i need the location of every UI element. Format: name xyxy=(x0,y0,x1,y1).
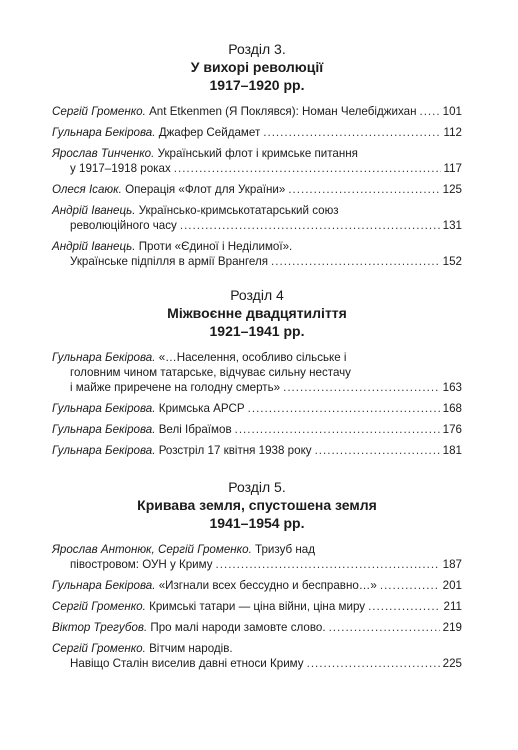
chapter-years: 1917–1920 рр. xyxy=(209,77,305,93)
page-number: 219 xyxy=(442,621,462,634)
dot-leader xyxy=(315,443,440,458)
entry-title: «…Населення, особливо сільське і xyxy=(158,351,347,364)
entry-title: Вітчим народів. xyxy=(149,642,233,655)
dot-leader xyxy=(174,161,441,176)
toc-entry[interactable] xyxy=(52,350,462,395)
toc-list xyxy=(52,350,462,458)
toc-entry[interactable] xyxy=(52,146,462,176)
entry-title-cont: півостровом: ОУН у Криму xyxy=(70,558,213,571)
entry-author: Андрій Іванець. xyxy=(52,240,136,253)
entry-author: Гульнара Бекірова. xyxy=(52,351,156,364)
dot-leader xyxy=(288,182,439,197)
page-number: 187 xyxy=(442,558,462,571)
toc-entry[interactable] xyxy=(52,203,462,233)
entry-title: «Изгнали всех бессудно и бесправно…» xyxy=(158,579,377,592)
chapter-years: 1921–1941 рр. xyxy=(209,323,305,339)
entry-author: Гульнара Бекірова. xyxy=(52,579,156,592)
toc-entry[interactable] xyxy=(52,620,462,635)
section-heading xyxy=(52,40,462,94)
section-5 xyxy=(52,478,462,677)
toc-entry[interactable] xyxy=(52,422,462,437)
toc-entry[interactable] xyxy=(52,443,462,458)
dot-leader xyxy=(235,422,440,437)
page-number: 152 xyxy=(442,255,462,268)
page-number: 201 xyxy=(442,579,462,592)
entry-author: Олеся Ісаюк. xyxy=(52,183,122,196)
page-number: 163 xyxy=(442,381,462,394)
page-number: 131 xyxy=(442,219,462,232)
dot-leader xyxy=(180,218,440,233)
page-number: 101 xyxy=(442,105,462,118)
page-number: 117 xyxy=(443,162,462,175)
entry-title: Операція «Флот для України» xyxy=(125,183,286,196)
dot-leader xyxy=(307,656,440,671)
entry-title-cont: і майже приречене на голодну смерть» xyxy=(70,381,281,394)
chapter-title: У вихорі революції xyxy=(190,59,324,75)
entry-title: Українсько-кримськотатарський союз xyxy=(138,204,339,217)
entry-author: Ярослав Тинченко. xyxy=(52,147,155,160)
dot-leader xyxy=(283,380,440,395)
entry-author: Віктор Трегубов. xyxy=(52,621,148,634)
entry-title: Джафер Сейдамет xyxy=(158,126,261,139)
chapter-number: Розділ 3. xyxy=(228,41,286,57)
entry-title: Тризуб над xyxy=(255,543,315,556)
entry-title: Український флот і кримське питання xyxy=(157,147,358,160)
entry-title-cont: революційного часу xyxy=(70,219,177,232)
page-number: 112 xyxy=(443,126,462,139)
dot-leader xyxy=(216,557,440,572)
toc-entry[interactable] xyxy=(52,182,462,197)
entry-author: Гульнара Бекірова. xyxy=(52,423,156,436)
dot-leader xyxy=(329,620,440,635)
toc-entry[interactable] xyxy=(52,641,462,671)
chapter-number: Розділ 4 xyxy=(230,287,284,303)
toc-entry[interactable] xyxy=(52,401,462,416)
page-number: 125 xyxy=(442,183,462,196)
entry-title-cont: головним чином татарське, відчуває сильну нестачу xyxy=(70,366,351,379)
entry-author: Гульнара Бекірова. xyxy=(52,126,156,139)
entry-title: Розстріл 17 квітня 1938 року xyxy=(158,444,312,457)
toc-entry[interactable] xyxy=(52,542,462,572)
toc-list xyxy=(52,542,462,671)
entry-title: Ant Etkenmen (Я Поклявся): Номан Челебіджихан xyxy=(149,105,417,118)
toc-entry[interactable] xyxy=(52,239,462,269)
dot-leader xyxy=(263,125,440,140)
toc-entry[interactable] xyxy=(52,599,462,614)
entry-title-cont: Навіщо Сталін виселив давні етноси Криму xyxy=(70,657,304,670)
page-number: 168 xyxy=(442,402,462,415)
chapter-number: Розділ 5. xyxy=(228,479,286,495)
entry-title: Проти «Єдиної і Неділимої». xyxy=(138,240,293,253)
toc-list xyxy=(52,104,462,269)
toc-entry[interactable] xyxy=(52,104,462,119)
page-number: 225 xyxy=(442,657,462,670)
section-4 xyxy=(52,286,462,464)
entry-author: Ярослав Антонюк, Сергій Громенко. xyxy=(52,543,252,556)
chapter-title: Міжвоєнне двадцятиліття xyxy=(167,305,347,321)
entry-author: Сергій Громенко. xyxy=(52,600,146,613)
entry-author: Сергій Громенко. xyxy=(52,105,146,118)
entry-author: Андрій Іванець. xyxy=(52,204,136,217)
chapter-title: Кривава земля, спустошена земля xyxy=(137,497,377,513)
entry-title: Про малі народи замовте слово. xyxy=(150,621,326,634)
dot-leader xyxy=(380,578,440,593)
entry-title: Велі Ібраїмов xyxy=(158,423,232,436)
toc-entry[interactable] xyxy=(52,578,462,593)
page-number: 181 xyxy=(442,444,462,457)
page-number: 176 xyxy=(442,423,462,436)
chapter-years: 1941–1954 рр. xyxy=(209,515,305,531)
dot-leader xyxy=(248,401,440,416)
page-number: 211 xyxy=(443,600,462,613)
toc-entry[interactable] xyxy=(52,125,462,140)
entry-title-cont: у 1917–1918 роках xyxy=(70,162,171,175)
dot-leader xyxy=(419,104,439,119)
section-heading xyxy=(52,286,462,340)
entry-title-cont: Українське підпілля в армії Врангеля xyxy=(70,255,269,268)
entry-author: Гульнара Бекірова. xyxy=(52,402,156,415)
entry-author: Сергій Громенко. xyxy=(52,642,146,655)
section-heading xyxy=(52,478,462,532)
entry-title: Кримська АРСР xyxy=(158,402,245,415)
dot-leader xyxy=(271,254,440,269)
section-3 xyxy=(52,40,462,275)
entry-author: Гульнара Бекірова. xyxy=(52,444,156,457)
dot-leader xyxy=(368,599,440,614)
entry-title: Кримські татари — ціна війни, ціна миру xyxy=(149,600,366,613)
